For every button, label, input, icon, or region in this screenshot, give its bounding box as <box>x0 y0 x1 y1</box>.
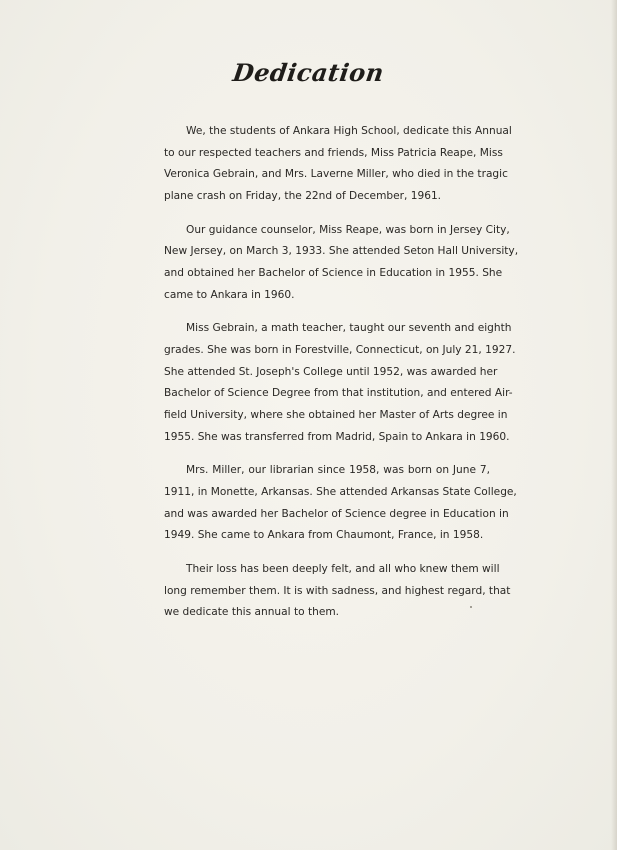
text-line: 1949. She came to Ankara from Chaumont, France, in 1958. <box>164 529 484 542</box>
text-line: we dedicate this annual to them. <box>164 606 340 619</box>
text-line: New Jersey, on March 3, 1933. She attended Seton Hall University, <box>164 245 519 258</box>
text-line: 1955. She was transferred from Madrid, Spain to Ankara in 1960. <box>164 430 510 443</box>
paragraph-3 <box>164 318 516 448</box>
text-line: grades. She was born in Forestville, Connecticut, on July 21, 1927. <box>164 343 516 356</box>
page-edge-shadow <box>611 0 617 850</box>
page-title: Dedication <box>231 58 386 87</box>
text-line: Mrs. Miller, our librarian since 1958, was born on June 7, <box>186 464 490 477</box>
text-line: long remember them. It is with sadness, and highest regard, that <box>164 584 511 597</box>
text-line: and obtained her Bachelor of Science in Education in 1955. She <box>164 267 503 280</box>
text-line: She attended St. Joseph's College until 1952, was awarded her <box>164 365 498 378</box>
text-line: Bachelor of Science Degree from that institution, and entered Air- <box>164 387 513 400</box>
paper-speck <box>470 606 472 608</box>
text-line: 1911, in Monette, Arkansas. She attended Arkansas State College, <box>164 485 517 498</box>
text-line: We, the students of Ankara High School, dedicate this Annual <box>186 125 512 137</box>
paragraph-4 <box>164 460 517 547</box>
paragraph-1 <box>164 121 512 208</box>
text-line: came to Ankara in 1960. <box>164 288 295 301</box>
text-line: Veronica Gebrain, and Mrs. Laverne Miller, who died in the tragic <box>164 168 508 181</box>
text-line: plane crash on Friday, the 22nd of December, 1961. <box>164 190 442 203</box>
text-line: to our respected teachers and friends, Miss Patricia Reape, Miss <box>164 146 503 159</box>
text-line: Our guidance counselor, Miss Reape, was born in Jersey City, <box>186 223 510 236</box>
dedication-body <box>164 121 519 636</box>
text-line: Their loss has been deeply felt, and all who knew them will <box>186 562 500 575</box>
paragraph-5 <box>164 559 511 624</box>
text-line: and was awarded her Bachelor of Science degree in Education in <box>164 507 509 520</box>
text-line: field University, where she obtained her Master of Arts degree in <box>164 409 508 422</box>
text-line: Miss Gebrain, a math teacher, taught our seventh and eighth <box>186 322 512 335</box>
paragraph-2 <box>164 220 519 307</box>
